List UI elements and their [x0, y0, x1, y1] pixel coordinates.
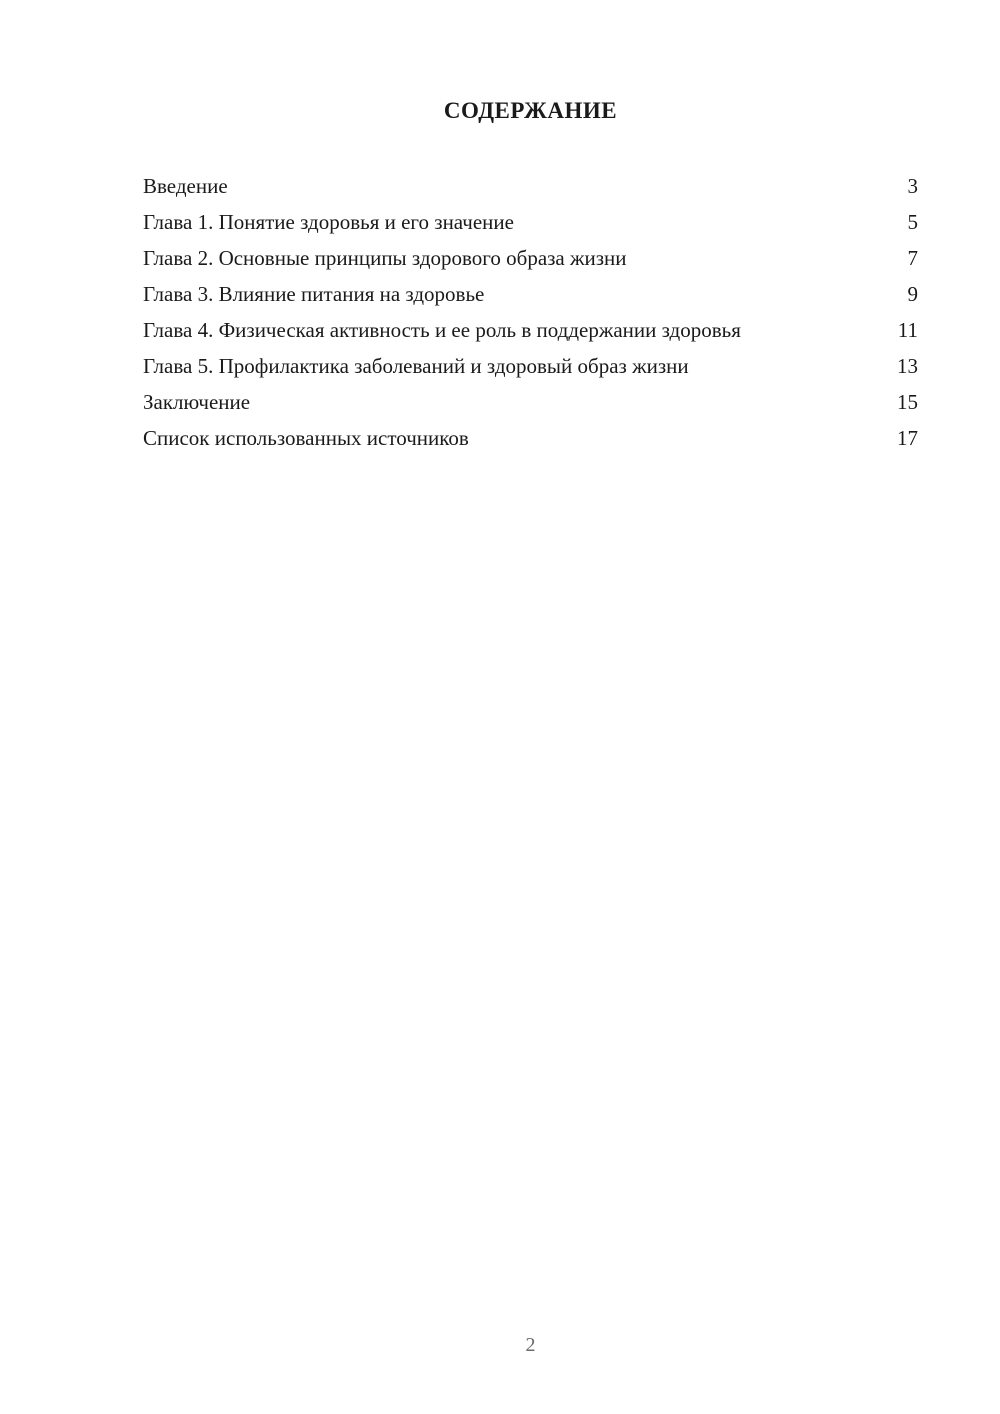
toc-entry-page-number: 17	[897, 426, 918, 450]
toc-entry	[143, 316, 918, 345]
toc-entry-label: Глава 3. Влияние питания на здоровье	[143, 282, 485, 306]
toc-entry-label: Глава 2. Основные принципы здорового образа жизни	[143, 246, 627, 270]
toc-entry-label: Введение	[143, 174, 228, 198]
footer-page-number: 2	[525, 1334, 536, 1356]
toc-entry-label: Глава 5. Профилактика заболеваний и здоровый образ жизни	[143, 354, 689, 378]
toc-entry-page-number: 9	[907, 282, 918, 306]
toc-entry-label: Глава 1. Понятие здоровья и его значение	[143, 210, 514, 234]
page-title: СОДЕРЖАНИЕ	[443, 98, 618, 123]
toc-entry-label: Глава 4. Физическая активность и ее роль в поддержании здоровья	[143, 318, 741, 342]
toc-entry-page-number: 11	[897, 318, 918, 342]
toc-entry-page-number: 7	[907, 246, 918, 270]
toc-entry	[143, 244, 918, 273]
toc-entry-page-number: 3	[907, 174, 918, 198]
toc-entry-page-number: 13	[897, 354, 918, 378]
toc-entry	[143, 208, 918, 237]
toc-entry	[143, 388, 918, 417]
toc-entry	[143, 424, 918, 453]
toc-entry-label: Заключение	[143, 390, 251, 414]
toc-entry	[143, 352, 918, 381]
toc-entry-page-number: 5	[907, 210, 918, 234]
toc-entry-page-number: 15	[897, 390, 918, 414]
toc-entry-label: Список использованных источников	[143, 426, 469, 450]
toc-entry	[143, 172, 918, 201]
page-content	[143, 96, 918, 460]
table-of-contents	[143, 172, 918, 453]
toc-entry	[143, 280, 918, 309]
